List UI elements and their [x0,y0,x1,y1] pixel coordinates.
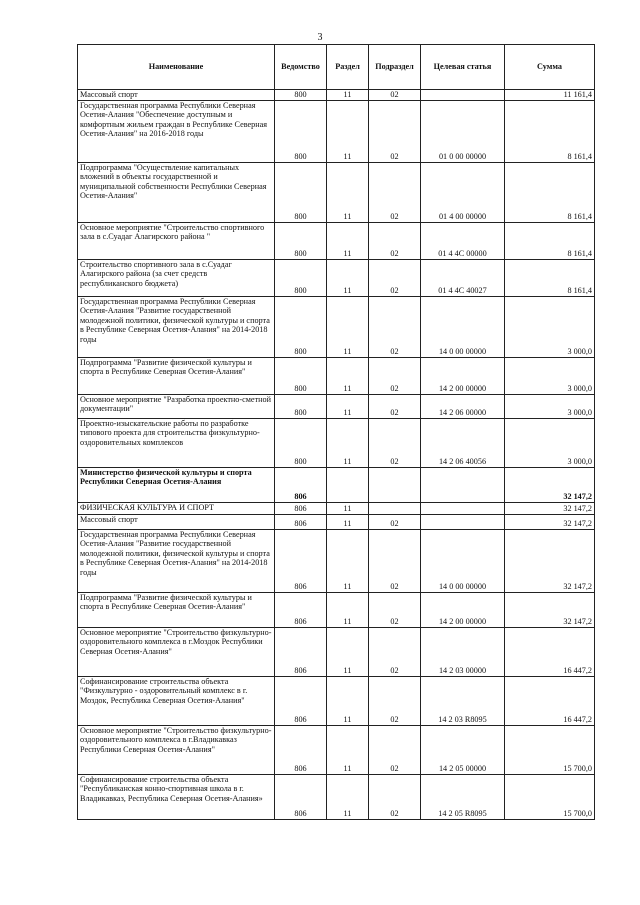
row-target: 14 2 03 R8095 [421,676,505,725]
row-subsection: 02 [369,774,421,819]
row-name: Основное мероприятие "Строительство спортивного зала в с.Суадаг Алагирского района " [78,222,275,259]
row-department: 800 [275,394,327,418]
row-subsection [369,467,421,502]
row-target [421,514,505,529]
row-department: 806 [275,725,327,774]
table-row [78,259,595,296]
table-body [78,90,595,820]
row-subsection: 02 [369,529,421,592]
row-target: 01 4 4С 40027 [421,259,505,296]
row-section: 11 [327,502,369,514]
header-amount: Сумма [505,45,595,90]
row-section: 11 [327,100,369,162]
row-target: 14 2 05 00000 [421,725,505,774]
row-department: 806 [275,529,327,592]
row-target: 14 2 05 R8095 [421,774,505,819]
row-department: 800 [275,259,327,296]
row-department: 800 [275,418,327,467]
page-number: 3 [317,32,323,43]
row-name: Государственная программа Республики Северная Осетия-Алания "Развитие государственной молодежной политики, физической культуры и спорта в Республике Северная Осетия-Алания" на 2014-2018 годы [78,529,275,592]
row-section: 11 [327,627,369,676]
row-section: 11 [327,259,369,296]
table-row [78,676,595,725]
row-amount: 15 700,0 [505,725,595,774]
row-target: 14 2 06 00000 [421,394,505,418]
row-section [327,467,369,502]
row-amount: 32 147,2 [505,514,595,529]
table-row [78,592,595,627]
row-amount: 32 147,2 [505,502,595,514]
row-subsection: 02 [369,259,421,296]
row-name: Государственная программа Республики Северная Осетия-Алания "Развитие государственной молодежной политики, физической культуры и спорта в Республике Северная Осетия-Алания" на 2014-2018 годы [78,296,275,357]
row-section: 11 [327,514,369,529]
header-target: Целевая статья [421,45,505,90]
row-department: 806 [275,774,327,819]
row-amount: 11 161,4 [505,90,595,101]
row-name: ФИЗИЧЕСКАЯ КУЛЬТУРА И СПОРТ [78,502,275,514]
table-row [78,357,595,394]
row-target: 14 2 00 00000 [421,357,505,394]
row-amount: 8 161,4 [505,162,595,222]
row-section: 11 [327,529,369,592]
table-row [78,100,595,162]
table-header-row [78,45,595,90]
row-department: 806 [275,627,327,676]
row-section: 11 [327,394,369,418]
row-amount: 3 000,0 [505,357,595,394]
row-target [421,502,505,514]
row-amount: 3 000,0 [505,296,595,357]
header-name: Наименование [78,45,275,90]
table-row [78,222,595,259]
header-department: Ведомство [275,45,327,90]
row-target [421,90,505,101]
row-name: Министерство физической культуры и спорта Республики Северная Осетия-Алания [78,467,275,502]
row-amount: 8 161,4 [505,259,595,296]
row-subsection: 02 [369,418,421,467]
table-row [78,90,595,101]
row-department: 800 [275,100,327,162]
row-section: 11 [327,162,369,222]
row-target: 14 0 00 00000 [421,296,505,357]
row-subsection: 02 [369,162,421,222]
row-department: 806 [275,502,327,514]
row-target: 01 0 00 00000 [421,100,505,162]
row-subsection: 02 [369,100,421,162]
row-target: 01 4 4С 00000 [421,222,505,259]
row-name: Софинансирование строительства объекта "Республиканская конно-спортивная школа в г. Владикавказ, Республика Северная Осетия-Алания» [78,774,275,819]
row-amount: 15 700,0 [505,774,595,819]
row-subsection: 02 [369,296,421,357]
row-target [421,467,505,502]
row-section: 11 [327,296,369,357]
row-section: 11 [327,418,369,467]
table-row [78,725,595,774]
row-subsection [369,502,421,514]
table-row [78,774,595,819]
header-section: Раздел [327,45,369,90]
row-department: 800 [275,90,327,101]
row-section: 11 [327,90,369,101]
row-amount: 16 447,2 [505,676,595,725]
table-row [78,529,595,592]
budget-table [77,44,595,820]
row-amount: 16 447,2 [505,627,595,676]
row-department: 806 [275,467,327,502]
row-section: 11 [327,676,369,725]
row-department: 806 [275,514,327,529]
row-section: 11 [327,357,369,394]
row-amount: 32 147,2 [505,529,595,592]
row-target: 14 2 03 00000 [421,627,505,676]
row-name: Основное мероприятие "Разработка проектно-сметной документации" [78,394,275,418]
row-subsection: 02 [369,90,421,101]
row-section: 11 [327,774,369,819]
row-name: Подпрограмма "Осуществление капитальных вложений в объекты государственной и муниципальной собственности Республики Северная Осетия-Алания" [78,162,275,222]
row-subsection: 02 [369,725,421,774]
table-row [78,418,595,467]
row-section: 11 [327,725,369,774]
row-target: 14 0 00 00000 [421,529,505,592]
row-department: 800 [275,296,327,357]
row-department: 800 [275,357,327,394]
row-name: Подпрограмма "Развитие физической культуры и спорта в Республике Северная Осетия-Алания" [78,357,275,394]
table-row [78,162,595,222]
row-department: 806 [275,592,327,627]
row-amount: 32 147,2 [505,467,595,502]
row-amount: 3 000,0 [505,418,595,467]
row-name: Софинансирование строительства объекта "Физкультурно - оздоровительный комплекс в г. Моздок, Республика Северная Осетия-Алания" [78,676,275,725]
row-name: Строительство спортивного зала в с.Суадаг Алагирского района (за счет средств республиканского бюджета) [78,259,275,296]
row-subsection: 02 [369,514,421,529]
row-section: 11 [327,222,369,259]
row-target: 14 2 06 40056 [421,418,505,467]
table-row [78,467,595,502]
row-name: Основное мероприятие "Строительство физкультурно-оздоровительного комплекса в г.Моздок Республики Северная Осетия-Алания" [78,627,275,676]
table-row [78,502,595,514]
header-subsection: Подраздел [369,45,421,90]
table-row [78,627,595,676]
row-subsection: 02 [369,394,421,418]
row-subsection: 02 [369,592,421,627]
row-amount: 32 147,2 [505,592,595,627]
row-department: 800 [275,162,327,222]
row-name: Основное мероприятие "Строительство физкультурно-оздоровительного комплекса в г.Владикавказ Республики Северная Осетия-Алания" [78,725,275,774]
row-name: Государственная программа Республики Северная Осетия-Алания "Обеспечение доступным и комфортным жильем граждан в Республике Северная Осетия-Алания" на 2016-2018 годы [78,100,275,162]
table-row [78,394,595,418]
row-target: 14 2 00 00000 [421,592,505,627]
row-subsection: 02 [369,627,421,676]
table-row [78,514,595,529]
row-department: 806 [275,676,327,725]
row-subsection: 02 [369,222,421,259]
row-amount: 8 161,4 [505,222,595,259]
row-name: Проектно-изыскательские работы по разработке типового проекта для строительства физкультурно-оздоровительных комплексов [78,418,275,467]
row-section: 11 [327,592,369,627]
row-amount: 3 000,0 [505,394,595,418]
row-subsection: 02 [369,357,421,394]
row-name: Массовый спорт [78,514,275,529]
row-name: Подпрограмма "Развитие физической культуры и спорта в Республике Северная Осетия-Алания" [78,592,275,627]
table-row [78,296,595,357]
row-subsection: 02 [369,676,421,725]
row-name: Массовый спорт [78,90,275,101]
row-target: 01 4 00 00000 [421,162,505,222]
row-department: 800 [275,222,327,259]
row-amount: 8 161,4 [505,100,595,162]
